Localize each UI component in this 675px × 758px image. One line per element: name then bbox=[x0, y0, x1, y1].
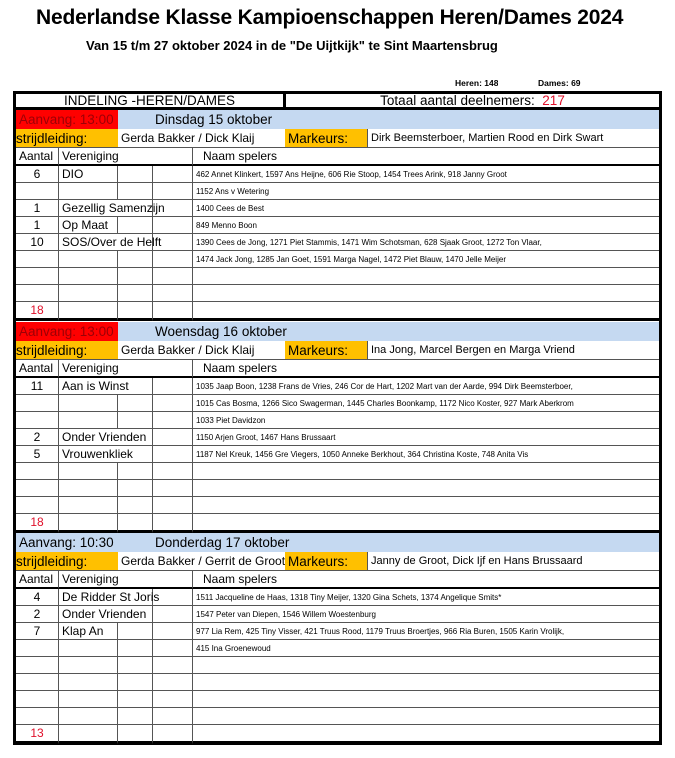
column-header-vereniging: Vereniging bbox=[59, 360, 193, 378]
row-vereniging: Vrouwenkliek bbox=[59, 446, 153, 463]
row-sub-cell bbox=[153, 251, 193, 268]
row-sub-cell bbox=[118, 480, 153, 497]
dames-count: Dames: 69 bbox=[538, 78, 581, 88]
day-total: 13 bbox=[16, 725, 59, 744]
markeurs-names: Janny de Groot, Dick Ijf en Hans Brussaard bbox=[368, 552, 659, 571]
row-naam-spelers: 462 Annet Klinkert, 1597 Ans Heijne, 606 Rie Stoop, 1454 Trees Arink, 918 Janny Groot bbox=[193, 166, 659, 183]
row-sub-cell bbox=[153, 691, 193, 708]
row-vereniging bbox=[59, 463, 118, 480]
row-sub-cell bbox=[153, 623, 193, 640]
row-naam-spelers bbox=[193, 657, 659, 674]
row-sub-cell bbox=[153, 589, 193, 606]
total-row-cell bbox=[193, 725, 659, 744]
row-aantal bbox=[16, 674, 59, 691]
total-row-cell bbox=[153, 302, 193, 321]
row-vereniging: Op Maat bbox=[59, 217, 118, 234]
row-sub-cell bbox=[153, 217, 193, 234]
markeurs-names: Dirk Beemsterboer, Martien Rood en Dirk Swart bbox=[368, 129, 659, 148]
row-sub-cell bbox=[153, 497, 193, 514]
row-vereniging bbox=[59, 708, 118, 725]
row-aantal: 5 bbox=[16, 446, 59, 463]
row-vereniging: DIO bbox=[59, 166, 118, 183]
row-vereniging bbox=[59, 640, 118, 657]
strijdleiding-label: strijdleiding: bbox=[16, 129, 118, 148]
total-row-cell bbox=[193, 302, 659, 321]
row-aantal bbox=[16, 183, 59, 200]
row-sub-cell bbox=[118, 395, 153, 412]
row-aantal: 2 bbox=[16, 606, 59, 623]
row-naam-spelers bbox=[193, 708, 659, 725]
row-vereniging bbox=[59, 657, 118, 674]
row-naam-spelers: 1150 Arjen Groot, 1467 Hans Brussaart bbox=[193, 429, 659, 446]
totaal-deelnemers bbox=[286, 94, 659, 110]
row-aantal: 6 bbox=[16, 166, 59, 183]
row-naam-spelers bbox=[193, 691, 659, 708]
row-vereniging bbox=[59, 183, 118, 200]
markeurs-names: Ina Jong, Marcel Bergen en Marga Vriend bbox=[368, 341, 659, 360]
column-header-aantal: Aantal bbox=[16, 360, 59, 378]
markeurs-label: Markeurs: bbox=[285, 341, 368, 360]
row-aantal bbox=[16, 395, 59, 412]
totaal-value: 217 bbox=[542, 94, 565, 108]
row-sub-cell bbox=[118, 285, 153, 302]
row-aantal: 4 bbox=[16, 589, 59, 606]
row-vereniging: De Ridder St Joris bbox=[59, 589, 153, 606]
row-sub-cell bbox=[153, 708, 193, 725]
row-naam-spelers bbox=[193, 268, 659, 285]
row-naam-spelers: 415 Ina Groenewoud bbox=[193, 640, 659, 657]
row-sub-cell bbox=[153, 183, 193, 200]
row-naam-spelers: 1547 Peter van Diepen, 1546 Willem Woestenburg bbox=[193, 606, 659, 623]
row-aantal: 1 bbox=[16, 200, 59, 217]
row-sub-cell bbox=[118, 217, 153, 234]
row-sub-cell bbox=[153, 446, 193, 463]
row-vereniging: Onder Vrienden bbox=[59, 606, 153, 623]
row-sub-cell bbox=[118, 183, 153, 200]
row-aantal bbox=[16, 640, 59, 657]
strijdleiding-names: Gerda Bakker / Dick Klaij bbox=[118, 341, 285, 360]
row-aantal bbox=[16, 251, 59, 268]
row-naam-spelers: 1511 Jacqueline de Haas, 1318 Tiny Meijer, 1320 Gina Schets, 1374 Angelique Smits* bbox=[193, 589, 659, 606]
row-naam-spelers: 1187 Nel Kreuk, 1456 Gre Viegers, 1050 Anneke Berkhout, 364 Christina Koste, 748 Anita Vis bbox=[193, 446, 659, 463]
column-header-vereniging: Vereniging bbox=[59, 571, 193, 589]
aanvang-time: Aanvang: 13:00 bbox=[16, 322, 118, 341]
row-sub-cell bbox=[153, 378, 193, 395]
row-aantal: 1 bbox=[16, 217, 59, 234]
total-row-cell bbox=[153, 725, 193, 744]
column-header-vereniging: Vereniging bbox=[59, 148, 193, 166]
day-total: 18 bbox=[16, 514, 59, 533]
row-vereniging bbox=[59, 691, 118, 708]
row-aantal bbox=[16, 412, 59, 429]
row-sub-cell bbox=[118, 623, 153, 640]
row-vereniging bbox=[59, 395, 118, 412]
indeling-title: INDELING -HEREN/DAMES bbox=[16, 94, 286, 110]
page-subtitle: Van 15 t/m 27 oktober 2024 in de "De Uijtkijk" te Sint Maartensbrug bbox=[86, 38, 498, 53]
row-aantal bbox=[16, 285, 59, 302]
row-sub-cell bbox=[118, 708, 153, 725]
row-aantal: 7 bbox=[16, 623, 59, 640]
row-sub-cell bbox=[118, 640, 153, 657]
row-naam-spelers: 1015 Cas Bosma, 1266 Sico Swagerman, 1445 Charles Boonkamp, 1172 Nico Koster, 927 Mark Aberkrom bbox=[193, 395, 659, 412]
row-sub-cell bbox=[153, 395, 193, 412]
total-row-cell bbox=[118, 302, 153, 321]
row-naam-spelers bbox=[193, 480, 659, 497]
row-vereniging bbox=[59, 480, 118, 497]
column-header-naam-spelers: Naam spelers bbox=[193, 360, 659, 378]
row-sub-cell bbox=[153, 429, 193, 446]
markeurs-label: Markeurs: bbox=[285, 552, 368, 571]
day-date: Dinsdag 15 oktober bbox=[118, 110, 659, 129]
row-naam-spelers: 1033 Piet Davidzon bbox=[193, 412, 659, 429]
aanvang-time: Aanvang: 10:30 bbox=[16, 533, 118, 552]
row-sub-cell bbox=[153, 234, 193, 251]
day-total: 18 bbox=[16, 302, 59, 321]
day-date: Donderdag 17 oktober bbox=[118, 533, 659, 552]
row-aantal bbox=[16, 463, 59, 480]
row-naam-spelers: 977 Lia Rem, 425 Tiny Visser, 421 Truus Rood, 1179 Truus Broertjes, 966 Ria Buren, 1505 Karin Vrolijk, bbox=[193, 623, 659, 640]
row-naam-spelers bbox=[193, 285, 659, 302]
row-naam-spelers: 1152 Ans v Wetering bbox=[193, 183, 659, 200]
column-header-naam-spelers: Naam spelers bbox=[193, 148, 659, 166]
strijdleiding-label: strijdleiding: bbox=[16, 552, 118, 571]
strijdleiding-names: Gerda Bakker / Gerrit de Groot bbox=[118, 552, 285, 571]
total-row-cell bbox=[59, 514, 118, 533]
row-sub-cell bbox=[118, 268, 153, 285]
row-sub-cell bbox=[118, 412, 153, 429]
strijdleiding-label: strijdleiding: bbox=[16, 341, 118, 360]
totaal-label: Totaal aantal deelnemers: bbox=[380, 94, 535, 108]
total-row-cell bbox=[59, 302, 118, 321]
row-aantal: 2 bbox=[16, 429, 59, 446]
row-sub-cell bbox=[153, 674, 193, 691]
row-naam-spelers bbox=[193, 463, 659, 480]
row-aantal bbox=[16, 268, 59, 285]
row-aantal: 11 bbox=[16, 378, 59, 395]
total-row-cell bbox=[118, 725, 153, 744]
row-sub-cell bbox=[153, 640, 193, 657]
column-header-naam-spelers: Naam spelers bbox=[193, 571, 659, 589]
row-vereniging: Klap An bbox=[59, 623, 118, 640]
row-sub-cell bbox=[153, 463, 193, 480]
row-sub-cell bbox=[153, 606, 193, 623]
row-sub-cell bbox=[153, 166, 193, 183]
row-vereniging bbox=[59, 268, 118, 285]
row-vereniging: Aan is Winst bbox=[59, 378, 153, 395]
row-aantal bbox=[16, 480, 59, 497]
total-row-cell bbox=[153, 514, 193, 533]
page-title: Nederlandse Klasse Kampioenschappen Heren/Dames 2024 bbox=[36, 6, 624, 29]
row-aantal bbox=[16, 708, 59, 725]
row-sub-cell bbox=[153, 412, 193, 429]
row-naam-spelers bbox=[193, 674, 659, 691]
row-vereniging bbox=[59, 497, 118, 514]
row-sub-cell bbox=[153, 200, 193, 217]
row-naam-spelers: 1474 Jack Jong, 1285 Jan Goet, 1591 Marga Nagel, 1472 Piet Blauw, 1470 Jelle Meijer bbox=[193, 251, 659, 268]
aanvang-time: Aanvang: 13:00 bbox=[16, 110, 118, 129]
row-vereniging bbox=[59, 674, 118, 691]
row-vereniging bbox=[59, 412, 118, 429]
row-naam-spelers: 1035 Jaap Boon, 1238 Frans de Vries, 246 Cor de Hart, 1202 Mart van der Aarde, 994 Dirk Beemsterboer, bbox=[193, 378, 659, 395]
row-sub-cell bbox=[118, 691, 153, 708]
row-naam-spelers: 1390 Cees de Jong, 1271 Piet Stammis, 1471 Wim Schotsman, 628 Sjaak Groot, 1272 Ton Vlaar, bbox=[193, 234, 659, 251]
row-vereniging: Gezellig Samenzijn bbox=[59, 200, 153, 217]
row-sub-cell bbox=[118, 657, 153, 674]
row-naam-spelers bbox=[193, 497, 659, 514]
total-row-cell bbox=[193, 514, 659, 533]
day-date: Woensdag 16 oktober bbox=[118, 322, 659, 341]
row-sub-cell bbox=[118, 166, 153, 183]
row-sub-cell bbox=[153, 657, 193, 674]
row-naam-spelers: 849 Menno Boon bbox=[193, 217, 659, 234]
row-sub-cell bbox=[118, 497, 153, 514]
row-sub-cell bbox=[118, 463, 153, 480]
row-aantal bbox=[16, 657, 59, 674]
row-vereniging bbox=[59, 251, 118, 268]
row-aantal bbox=[16, 691, 59, 708]
row-vereniging bbox=[59, 285, 118, 302]
strijdleiding-names: Gerda Bakker / Dick Klaij bbox=[118, 129, 285, 148]
total-row-cell bbox=[118, 514, 153, 533]
row-aantal bbox=[16, 497, 59, 514]
heren-count: Heren: 148 bbox=[455, 78, 499, 88]
row-sub-cell bbox=[118, 251, 153, 268]
row-vereniging: SOS/Over de Helft bbox=[59, 234, 153, 251]
total-row-cell bbox=[59, 725, 118, 744]
row-naam-spelers: 1400 Cees de Best bbox=[193, 200, 659, 217]
row-vereniging: Onder Vrienden bbox=[59, 429, 153, 446]
markeurs-label: Markeurs: bbox=[285, 129, 368, 148]
row-sub-cell bbox=[153, 268, 193, 285]
column-header-aantal: Aantal bbox=[16, 148, 59, 166]
row-sub-cell bbox=[153, 480, 193, 497]
row-aantal: 10 bbox=[16, 234, 59, 251]
row-sub-cell bbox=[153, 285, 193, 302]
row-sub-cell bbox=[118, 674, 153, 691]
column-header-aantal: Aantal bbox=[16, 571, 59, 589]
